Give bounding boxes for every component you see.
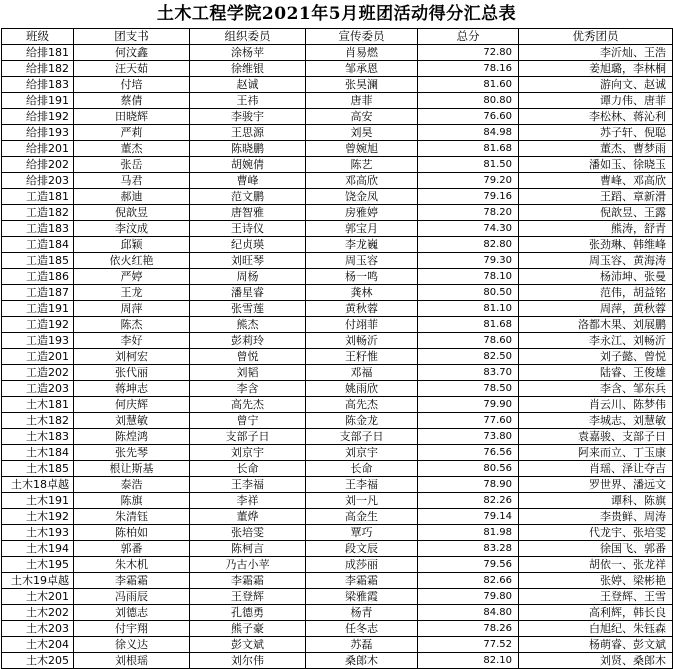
cell-total-score[interactable]: 79.20 [418,173,519,189]
cell-excellent-members[interactable]: 罗世界、潘远文 [519,477,673,493]
cell-total-score[interactable]: 74.30 [418,221,519,237]
cell-excellent-members[interactable]: 熊涛，舒青 [519,221,673,237]
cell-class[interactable]: 工造192 [2,317,74,333]
cell-organization-member[interactable]: 熊子豪 [190,621,306,637]
cell-organization-member[interactable]: 李骏宇 [190,109,306,125]
cell-class[interactable]: 工造182 [2,205,74,221]
table-row [2,141,673,157]
cell-publicity-member[interactable]: 张昊澜 [306,77,418,93]
table-row [2,237,673,253]
cell-excellent-members[interactable]: 胡依一、张龙祥 [519,557,673,573]
cell-class[interactable]: 土木192 [2,509,74,525]
header-row [2,29,673,45]
cell-league-secretary[interactable]: 陈旗 [74,493,190,509]
cell-league-secretary[interactable]: 李霜霜 [74,573,190,589]
sheet-title: 土木工程学院2021年5月班团活动得分汇总表 [156,4,517,24]
cell-total-score[interactable]: 82.26 [418,493,519,509]
table-row [2,269,673,285]
cell-organization-member[interactable]: 李祥 [190,493,306,509]
cell-league-secretary[interactable]: 何汶鑫 [74,45,190,61]
cell-league-secretary[interactable]: 冯雨辰 [74,589,190,605]
table-row [2,365,673,381]
cell-league-secretary[interactable]: 张代丽 [74,365,190,381]
header-total-score[interactable]: 总分 [418,29,519,45]
cell-publicity-member[interactable]: 唐菲 [306,93,418,109]
table-row [2,445,673,461]
cell-league-secretary[interactable]: 严莉 [74,125,190,141]
cell-publicity-member[interactable]: 苏磊 [306,637,418,653]
cell-publicity-member[interactable]: 邓高欣 [306,173,418,189]
cell-publicity-member[interactable]: 陈金龙 [306,413,418,429]
cell-class[interactable]: 工造203 [2,381,74,397]
cell-excellent-members[interactable]: 阿来而立、丁玉康 [519,445,673,461]
cell-organization-member[interactable]: 潘星睿 [190,285,306,301]
cell-class[interactable]: 给排193 [2,125,74,141]
cell-excellent-members[interactable]: 王蹈、章新滑 [519,189,673,205]
cell-publicity-member[interactable]: 高先杰 [306,397,418,413]
cell-publicity-member[interactable]: 梁雅霞 [306,589,418,605]
cell-excellent-members[interactable]: 肖云川、陈梦伟 [519,397,673,413]
cell-publicity-member[interactable]: 刘京宇 [306,445,418,461]
cell-organization-member[interactable]: 周杨 [190,269,306,285]
cell-excellent-members[interactable]: 代龙宇、张培雯 [519,525,673,541]
cell-class[interactable]: 给排182 [2,61,74,77]
cell-excellent-members[interactable]: 游向文、赵诚 [519,77,673,93]
cell-excellent-members[interactable]: 张婷、梁彬艳 [519,573,673,589]
cell-league-secretary[interactable]: 陈柏如 [74,525,190,541]
cell-total-score[interactable]: 81.50 [418,157,519,173]
table-row [2,77,673,93]
cell-total-score[interactable]: 81.98 [418,525,519,541]
header-league-secretary[interactable]: 团支书 [74,29,190,45]
cell-organization-member[interactable]: 支部子日 [190,429,306,445]
cell-class[interactable]: 工造187 [2,285,74,301]
cell-organization-member[interactable]: 涂杨苹 [190,45,306,61]
cell-organization-member[interactable]: 刘尔伟 [190,653,306,669]
cell-total-score[interactable]: 81.68 [418,317,519,333]
cell-league-secretary[interactable]: 周萍 [74,301,190,317]
cell-excellent-members[interactable]: 李永江、刘畅沂 [519,333,673,349]
cell-class[interactable]: 给排183 [2,77,74,93]
cell-total-score[interactable]: 84.80 [418,605,519,621]
cell-organization-member[interactable]: 胡婉倩 [190,157,306,173]
cell-total-score[interactable]: 82.66 [418,573,519,589]
cell-total-score[interactable]: 79.30 [418,253,519,269]
cell-league-secretary[interactable]: 陈杰 [74,317,190,333]
cell-publicity-member[interactable]: 邹承恩 [306,61,418,77]
cell-publicity-member[interactable]: 肖易燃 [306,45,418,61]
cell-publicity-member[interactable]: 任冬志 [306,621,418,637]
cell-organization-member[interactable]: 刘韬 [190,365,306,381]
cell-publicity-member[interactable]: 支部子日 [306,429,418,445]
table-row [2,621,673,637]
cell-organization-member[interactable]: 王思源 [190,125,306,141]
cell-excellent-members[interactable]: 洛都木果、刘展鹏 [519,317,673,333]
cell-league-secretary[interactable]: 泰浩 [74,477,190,493]
table-row [2,461,673,477]
cell-organization-member[interactable]: 彭莉玲 [190,333,306,349]
cell-class[interactable]: 土木202 [2,605,74,621]
cell-class[interactable]: 土木185 [2,461,74,477]
cell-class[interactable]: 土木181 [2,397,74,413]
cell-class[interactable]: 土木193 [2,525,74,541]
cell-total-score[interactable]: 78.90 [418,477,519,493]
table-body [2,45,673,669]
cell-total-score[interactable]: 79.56 [418,557,519,573]
table-row [2,397,673,413]
cell-total-score[interactable]: 80.80 [418,93,519,109]
cell-league-secretary[interactable]: 郝迪 [74,189,190,205]
table-row [2,157,673,173]
table-row [2,573,673,589]
cell-publicity-member[interactable]: 姚雨欣 [306,381,418,397]
cell-total-score[interactable]: 82.80 [418,237,519,253]
cell-publicity-member[interactable]: 高安 [306,109,418,125]
cell-publicity-member[interactable]: 付翊菲 [306,317,418,333]
cell-class[interactable]: 工造185 [2,253,74,269]
cell-excellent-members[interactable]: 杨萌睿、彭文斌 [519,637,673,653]
cell-league-secretary[interactable]: 蔡倩 [74,93,190,109]
table-row [2,93,673,109]
cell-league-secretary[interactable]: 刘慧敏 [74,413,190,429]
cell-class[interactable]: 土木18卓越 [2,477,74,493]
cell-organization-member[interactable]: 刘旺琴 [190,253,306,269]
header-organization-member[interactable]: 组织委员 [190,29,306,45]
cell-total-score[interactable]: 81.60 [418,77,519,93]
cell-class[interactable]: 土木184 [2,445,74,461]
table-row [2,189,673,205]
cell-class[interactable]: 土木205 [2,653,74,669]
cell-total-score[interactable]: 79.80 [418,589,519,605]
cell-publicity-member[interactable]: 房雅婷 [306,205,418,221]
cell-publicity-member[interactable]: 覃巧 [306,525,418,541]
cell-excellent-members[interactable]: 徐国飞、郭番 [519,541,673,557]
cell-class[interactable]: 土木201 [2,589,74,605]
cell-publicity-member[interactable]: 王籽惟 [306,349,418,365]
table-row [2,109,673,125]
cell-total-score[interactable]: 83.70 [418,365,519,381]
cell-excellent-members[interactable]: 刘贤、桑郎木 [519,653,673,669]
cell-total-score[interactable]: 81.10 [418,301,519,317]
cell-organization-member[interactable]: 孔德勇 [190,605,306,621]
cell-excellent-members[interactable]: 曹峰、邓高欣 [519,173,673,189]
header-class[interactable]: 班级 [2,29,74,45]
cell-class[interactable]: 土木195 [2,557,74,573]
cell-organization-member[interactable]: 刘京宇 [190,445,306,461]
cell-excellent-members[interactable]: 白旭纪、朱钰森 [519,621,673,637]
cell-publicity-member[interactable]: 陈艺 [306,157,418,173]
cell-excellent-members[interactable]: 谭科、陈旗 [519,493,673,509]
cell-league-secretary[interactable]: 朱清钰 [74,509,190,525]
cell-excellent-members[interactable]: 王登辉、王雪 [519,589,673,605]
cell-excellent-members[interactable]: 张劲琳、韩维峰 [519,237,673,253]
cell-class[interactable]: 土木194 [2,541,74,557]
cell-class[interactable]: 土木191 [2,493,74,509]
cell-excellent-members[interactable]: 姜旭璐，李林桐 [519,61,673,77]
cell-total-score[interactable]: 82.50 [418,349,519,365]
cell-organization-member[interactable]: 曾悦 [190,349,306,365]
cell-publicity-member[interactable]: 郭宝月 [306,221,418,237]
header-excellent-members[interactable]: 优秀团员 [519,29,673,45]
cell-publicity-member[interactable]: 曾婉旭 [306,141,418,157]
cell-organization-member[interactable]: 李霜霜 [190,573,306,589]
cell-publicity-member[interactable]: 饶金凤 [306,189,418,205]
cell-excellent-members[interactable]: 李城志、刘慧敏 [519,413,673,429]
cell-class[interactable]: 工造186 [2,269,74,285]
table-row [2,653,673,669]
cell-total-score[interactable]: 78.60 [418,333,519,349]
table-row [2,301,673,317]
cell-excellent-members[interactable]: 谭力伟、唐菲 [519,93,673,109]
cell-league-secretary[interactable]: 王龙 [74,285,190,301]
table-row [2,173,673,189]
cell-excellent-members[interactable]: 周萍，黄秋蓉 [519,301,673,317]
cell-publicity-member[interactable]: 刘昊 [306,125,418,141]
cell-league-secretary[interactable]: 刘德志 [74,605,190,621]
cell-publicity-member[interactable]: 段文辰 [306,541,418,557]
cell-class[interactable]: 给排181 [2,45,74,61]
cell-league-secretary[interactable]: 田晓辉 [74,109,190,125]
table-row [2,429,673,445]
cell-organization-member[interactable]: 范文鹏 [190,189,306,205]
cell-total-score[interactable]: 79.14 [418,509,519,525]
cell-class[interactable]: 给排201 [2,141,74,157]
cell-total-score[interactable]: 83.28 [418,541,519,557]
cell-organization-member[interactable]: 董烨 [190,509,306,525]
cell-publicity-member[interactable]: 杨一鸣 [306,269,418,285]
cell-league-secretary[interactable]: 徐义达 [74,637,190,653]
table-row [2,477,673,493]
cell-class[interactable]: 给排202 [2,157,74,173]
cell-excellent-members[interactable]: 苏子轩、倪聪 [519,125,673,141]
cell-class[interactable]: 土木203 [2,621,74,637]
cell-organization-member[interactable]: 乃古小苹 [190,557,306,573]
cell-organization-member[interactable]: 王李福 [190,477,306,493]
cell-excellent-members[interactable]: 董杰、曹梦雨 [519,141,673,157]
cell-total-score[interactable]: 73.80 [418,429,519,445]
cell-class[interactable]: 工造183 [2,221,74,237]
cell-total-score[interactable]: 76.60 [418,109,519,125]
table-row [2,509,673,525]
cell-excellent-members[interactable]: 陆睿、王俊雄 [519,365,673,381]
cell-organization-member[interactable]: 王登辉 [190,589,306,605]
cell-league-secretary[interactable]: 付宇翔 [74,621,190,637]
cell-total-score[interactable]: 78.20 [418,205,519,221]
cell-league-secretary[interactable]: 刘根瑶 [74,653,190,669]
cell-total-score[interactable]: 78.16 [418,61,519,77]
cell-organization-member[interactable]: 王祎 [190,93,306,109]
cell-total-score[interactable]: 72.80 [418,45,519,61]
table-row [2,589,673,605]
table-row [2,637,673,653]
cell-publicity-member[interactable]: 龚林 [306,285,418,301]
cell-league-secretary[interactable]: 董杰 [74,141,190,157]
cell-class[interactable]: 土木204 [2,637,74,653]
table-header [2,29,673,45]
cell-organization-member[interactable]: 纪贞瑛 [190,237,306,253]
cell-class[interactable]: 工造181 [2,189,74,205]
cell-class[interactable]: 给排192 [2,109,74,125]
cell-total-score[interactable]: 80.56 [418,461,519,477]
header-publicity-member[interactable]: 宣传委员 [306,29,418,45]
cell-total-score[interactable]: 77.52 [418,637,519,653]
cell-total-score[interactable]: 76.56 [418,445,519,461]
cell-class[interactable]: 给排191 [2,93,74,109]
cell-total-score[interactable]: 81.68 [418,141,519,157]
cell-excellent-members[interactable]: 李沂灿、王浩 [519,45,673,61]
table-row [2,333,673,349]
table-row [2,541,673,557]
cell-excellent-members[interactable]: 刘子懿、曾悦 [519,349,673,365]
cell-league-secretary[interactable]: 依火红艳 [74,253,190,269]
cell-organization-member[interactable]: 王诗仪 [190,221,306,237]
cell-excellent-members[interactable]: 李松林、蒋沁利 [519,109,673,125]
cell-excellent-members[interactable]: 李含、邹东兵 [519,381,673,397]
cell-total-score[interactable]: 84.98 [418,125,519,141]
table-row [2,493,673,509]
cell-publicity-member[interactable]: 李龙巍 [306,237,418,253]
cell-organization-member[interactable]: 高先杰 [190,397,306,413]
cell-publicity-member[interactable]: 桑郎木 [306,653,418,669]
cell-total-score[interactable]: 80.50 [418,285,519,301]
cell-total-score[interactable]: 77.60 [418,413,519,429]
cell-class[interactable]: 工造201 [2,349,74,365]
cell-excellent-members[interactable]: 袁嘉骏、支部子日 [519,429,673,445]
cell-total-score[interactable]: 78.50 [418,381,519,397]
cell-league-secretary[interactable]: 根让斯基 [74,461,190,477]
cell-publicity-member[interactable]: 高金生 [306,509,418,525]
cell-organization-member[interactable]: 陈柯言 [190,541,306,557]
cell-publicity-member[interactable]: 杨青 [306,605,418,621]
cell-organization-member[interactable]: 长命 [190,461,306,477]
cell-league-secretary[interactable]: 邱颖 [74,237,190,253]
cell-league-secretary[interactable]: 郭番 [74,541,190,557]
cell-organization-member[interactable]: 李含 [190,381,306,397]
table-row [2,381,673,397]
cell-publicity-member[interactable]: 王李福 [306,477,418,493]
cell-league-secretary[interactable]: 刘柯宏 [74,349,190,365]
cell-class[interactable]: 工造193 [2,333,74,349]
table-row [2,253,673,269]
cell-league-secretary[interactable]: 马君 [74,173,190,189]
cell-league-secretary[interactable]: 张岳 [74,157,190,173]
cell-league-secretary[interactable]: 李好 [74,333,190,349]
table-row [2,317,673,333]
cell-publicity-member[interactable]: 邓福 [306,365,418,381]
cell-publicity-member[interactable]: 成莎丽 [306,557,418,573]
table-row [2,125,673,141]
cell-league-secretary[interactable]: 汪天茹 [74,61,190,77]
cell-total-score[interactable]: 78.26 [418,621,519,637]
cell-publicity-member[interactable]: 李霜霜 [306,573,418,589]
cell-class[interactable]: 工造202 [2,365,74,381]
cell-total-score[interactable]: 79.16 [418,189,519,205]
cell-league-secretary[interactable]: 朱木机 [74,557,190,573]
cell-league-secretary[interactable]: 陈煌鸿 [74,429,190,445]
cell-organization-member[interactable]: 陈晓鹏 [190,141,306,157]
cell-league-secretary[interactable]: 李汶成 [74,221,190,237]
table-row [2,525,673,541]
cell-league-secretary[interactable]: 何庆辉 [74,397,190,413]
table-row [2,285,673,301]
cell-class[interactable]: 工造191 [2,301,74,317]
cell-class[interactable]: 土木182 [2,413,74,429]
cell-excellent-members[interactable]: 倪歆昱、王露 [519,205,673,221]
cell-excellent-members[interactable]: 潘如玉、徐晓玉 [519,157,673,173]
cell-organization-member[interactable]: 曹峰 [190,173,306,189]
cell-excellent-members[interactable]: 李贵鲜、周涛 [519,509,673,525]
cell-organization-member[interactable]: 张培雯 [190,525,306,541]
cell-organization-member[interactable]: 彭文斌 [190,637,306,653]
cell-league-secretary[interactable]: 张先琴 [74,445,190,461]
cell-excellent-members[interactable]: 肖瑶、泽让夺吉 [519,461,673,477]
cell-total-score[interactable]: 79.90 [418,397,519,413]
cell-excellent-members[interactable]: 周玉容、黄海涛 [519,253,673,269]
cell-total-score[interactable]: 82.10 [418,653,519,669]
cell-organization-member[interactable]: 赵诚 [190,77,306,93]
table-row [2,61,673,77]
cell-organization-member[interactable]: 熊杰 [190,317,306,333]
cell-organization-member[interactable]: 唐智雅 [190,205,306,221]
cell-organization-member[interactable]: 徐维银 [190,61,306,77]
cell-publicity-member[interactable]: 长命 [306,461,418,477]
table-row [2,413,673,429]
cell-excellent-members[interactable]: 范伟，胡益铭 [519,285,673,301]
table-row [2,221,673,237]
table-row [2,557,673,573]
cell-class[interactable]: 工造184 [2,237,74,253]
cell-league-secretary[interactable]: 蒋坤志 [74,381,190,397]
cell-publicity-member[interactable]: 刘畅沂 [306,333,418,349]
table-row [2,349,673,365]
cell-publicity-member[interactable]: 黄秋蓉 [306,301,418,317]
table-row [2,605,673,621]
cell-publicity-member[interactable]: 刘一凡 [306,493,418,509]
cell-league-secretary[interactable]: 付培 [74,77,190,93]
table-row [2,45,673,61]
score-summary-table [1,28,673,669]
cell-excellent-members[interactable]: 高利辉，韩长良 [519,605,673,621]
table-row [2,205,673,221]
cell-organization-member[interactable]: 张雪莲 [190,301,306,317]
cell-class[interactable]: 土木19卓越 [2,573,74,589]
cell-total-score[interactable]: 78.10 [418,269,519,285]
cell-class[interactable]: 给排203 [2,173,74,189]
cell-league-secretary[interactable]: 倪歆昱 [74,205,190,221]
cell-league-secretary[interactable]: 严婷 [74,269,190,285]
cell-excellent-members[interactable]: 杨沛坤、张曼 [519,269,673,285]
cell-publicity-member[interactable]: 周玉容 [306,253,418,269]
cell-class[interactable]: 土木183 [2,429,74,445]
cell-organization-member[interactable]: 曾宁 [190,413,306,429]
